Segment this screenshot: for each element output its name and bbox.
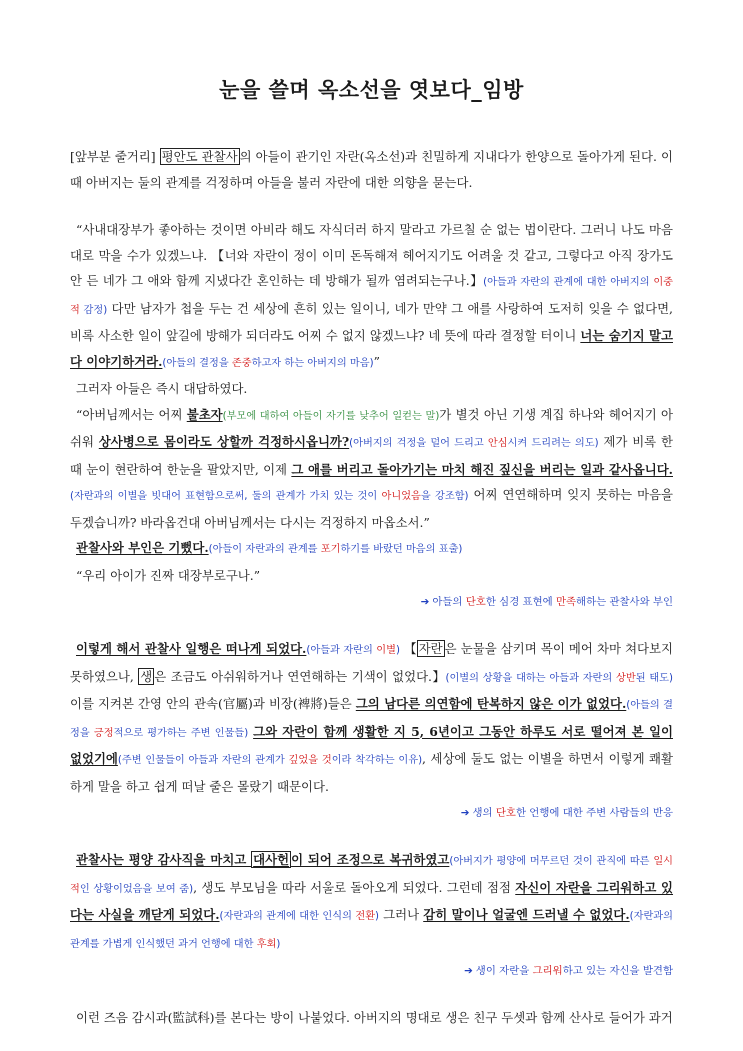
underlined-phrase: 상사병으로 몸이라도 상할까 걱정하시옵니까? [98, 434, 350, 449]
text: 의 아들이 관기인 자란(옥소선)과 친밀하게 지내다가 한양으로 돌아가게 된다. 이때 아버지는 둘의 관계를 걱정하며 아들을 불러 자란에 대한 의향을 묻는다. [70, 149, 673, 190]
summary-note-1: ➔ 아들의 단호한 심경 표현에 만족해하는 관찰사와 부인 [420, 596, 673, 608]
boxed-term: 자란 [418, 641, 443, 656]
text: “아버님께서는 어찌 [76, 406, 187, 422]
text: 다만 남자가 첩을 두는 건 세상에 흔히 있는 일이니, 네가 만약 그 애를 사랑하여 도저히 잊을 수 없다면, 비록 사소한 일이 앞길에 방해가 되더라도 어찌 수 없지 않겠느냐? 네 뜻에 따라 결정할 터이니 [70, 300, 673, 343]
annotation: (자란과의 관계를 가볍게 인식했던 과거 언행에 대한 후회) [70, 911, 673, 950]
annotation: (자란과의 관계에 대한 인식의 전환) [219, 911, 380, 922]
annotation: (아들의 결정을 존중하고자 하는 아버지의 마음) [162, 357, 374, 369]
annotation: (이별의 상황을 대하는 아들과 자란의 상반된 태도) [445, 672, 673, 684]
right-arrow-icon: ➔ [464, 965, 473, 977]
parents-reaction [70, 535, 673, 563]
annotation: (아들과 자란의 이별) [306, 645, 400, 656]
underlined-phrase: 너는 숨기지 말고 다 이야기하거라. [70, 328, 673, 369]
summary-note-3: ➔ 생이 자란을 그리워하고 있는 자신을 발견함 [464, 965, 673, 977]
annotation: (아들의 결정을 긍정적으로 평가하는 주변 인물들) [70, 700, 673, 739]
page-title: 눈을 쓸며 옥소선을 엿보다_임방 [219, 78, 524, 102]
annotation: (아버지가 평양에 머무르던 것이 관직에 따른 일시적인 상황이었음을 보여 줌) [70, 856, 674, 895]
text: 제가 비록 한때 눈이 현란하여 한눈을 팔았지만, 이제 [70, 434, 673, 477]
narration-line: 그러자 아들은 즉시 대답하였다. [76, 381, 248, 396]
departure-paragraph: 이렇게 해서 관찰사 일행은 떠나게 되었다.(아들과 자란의 이별) 【 자란 은 눈물을 삼키며 목이 메어 차마 쳐다보지 못하였으나, 생 은 조금도 아쉬워하거나 연연해하는 기색이 없었다.】(이별의 상황을 대하는 아들과 자란의 상반된 태도) 이를 지켜본 간영 안의 관속(官屬)과 비장(裨將)들은 그의 남다른 의연함에 탄복하지 않은 이가 없었다.(아들의 결정을 긍정적으로 평가하는 주변 인물들) 그와 자란이 함께 생활한 지 5, 6년이고 그동안 하루도 서로 떨어져 본 일이 없었기에(주변 인물들이 아들과 자란의 관계가 깊었을 것이라 착각하는 이유), 세상에 둘도 없는 이별을 하면서 이렇게 쾌활하게 말을 하고 쉽게 떠날 줄은 몰랐기 때문이다. [70, 641, 673, 794]
son-speech-paragraph [70, 402, 673, 536]
text: 어찌 연연해하며 잊지 못하는 마음을 두겠습니까? 바라옵건대 아버님께서는 다시는 걱정하지 마옵소서.” [70, 487, 674, 530]
underlined-phrase: 이렇게 해서 관찰사 일행은 떠나게 되었다. [76, 641, 307, 656]
underlined-phrase: 그의 남다른 의연함에 탄복하지 않은 이가 없었다. [355, 696, 627, 711]
right-arrow-icon: ➔ [460, 807, 470, 819]
exam-paragraph: 이런 즈음 감시과(監試科)를 본다는 방이 나붙었다. 아버지의 명대로 생은 친구 두셋과 함께 산사로 들어가 과거 [76, 1010, 673, 1025]
right-arrow-icon: ➔ [420, 596, 430, 608]
underlined-phrase: 그와 자란이 함께 생활한 지 5, 6년이고 그동안 하루도 서로 떨어져 본 일이 없었기에 [70, 723, 673, 766]
underlined-phrase: 불초자 [186, 406, 223, 422]
annotation: (아버지의 걱정을 덜어 드리고 안심시켜 드리려는 의도) [349, 438, 599, 449]
text: [앞부분 줄거리] [70, 149, 160, 164]
annotation: (자란과의 이별을 빗대어 표현함으로써, 둘의 관계가 가치 있는 것이 아니었음을 강조함) [70, 491, 469, 502]
underlined-phrase: 관찰사와 부인은 기뻤다. [76, 540, 209, 555]
gloss: (부모에 대하여 아들이 자기를 낮추어 일컫는 말) [222, 410, 440, 422]
underlined-phrase: 그 애를 버리고 돌아가기는 마치 해진 짚신을 버리는 일과 같사옵니다. [291, 461, 673, 477]
text: 가 별것 아닌 기생 계집 하나와 헤어지기 아쉬워 [70, 406, 674, 449]
underlined-phrase: 감히 말이나 얼굴엔 드러낼 수 없었다. [423, 907, 630, 922]
summary-note-2: ➔ 생의 단호한 언행에 대한 주변 사람들의 반응 [460, 807, 673, 819]
father-speech-paragraph [70, 217, 673, 376]
annotation: (아들이 자란과의 관계를 포기하기를 바랐던 마음의 표출) [208, 544, 463, 555]
annotation: (주변 인물들이 아들과 자란의 관계가 깊었을 것이라 착각하는 이유) [117, 755, 423, 766]
annotation: (아들과 자란의 관계에 대한 아버지의 이중적 감정) [70, 277, 673, 316]
boxed-term: 대사헌 [253, 852, 290, 867]
text: “사내대장부가 좋아하는 것이면 아비라 해도 자식더러 하지 말라고 가르칠 순 없는 법이란다. 그러니 나도 마음대로 막을 수가 있겠느냐. 【너와 자란이 정이 이미 돈독해져 헤어지기도 어려울 것 같고, 그렇다고 아직 장가도 안 든 네가 그 애와 함께 지냈다간 혼인하는 데 방해가 될까 염려되는구나.】 [70, 222, 673, 288]
dialogue-line: “우리 아이가 진짜 대장부로구나.” [76, 567, 261, 583]
text: ” [373, 353, 380, 369]
boxed-term: 생 [140, 668, 153, 684]
boxed-term: 평안도 관찰사 [161, 149, 238, 164]
underlined-phrase: 자신이 자란을 그리워하고 있다는 사실을 깨닫게 되었다. [70, 879, 674, 922]
underlined-phrase: 관찰사는 평양 감사직을 마치고 대사헌 이 되어 조정으로 복귀하였고 [76, 852, 450, 867]
return-paragraph: 관찰사는 평양 감사직을 마치고 대사헌 이 되어 조정으로 복귀하였고(아버지가 평양에 머무르던 것이 관직에 따른 일시적인 상황이었음을 보여 줌), 생도 부모님을 따라 서울로 돌아오게 되었다. 그런데 점점 자신이 자란을 그리워하고 있다는 사실을 깨닫게 되었다.(자란과의 관계에 대한 인식의 전환) 그러나 감히 말이나 얼굴엔 드러낼 수 없었다.(자란과의 관계를 가볍게 인식했던 과거 언행에 대한 후회) [70, 852, 674, 950]
synopsis-paragraph [70, 144, 673, 195]
